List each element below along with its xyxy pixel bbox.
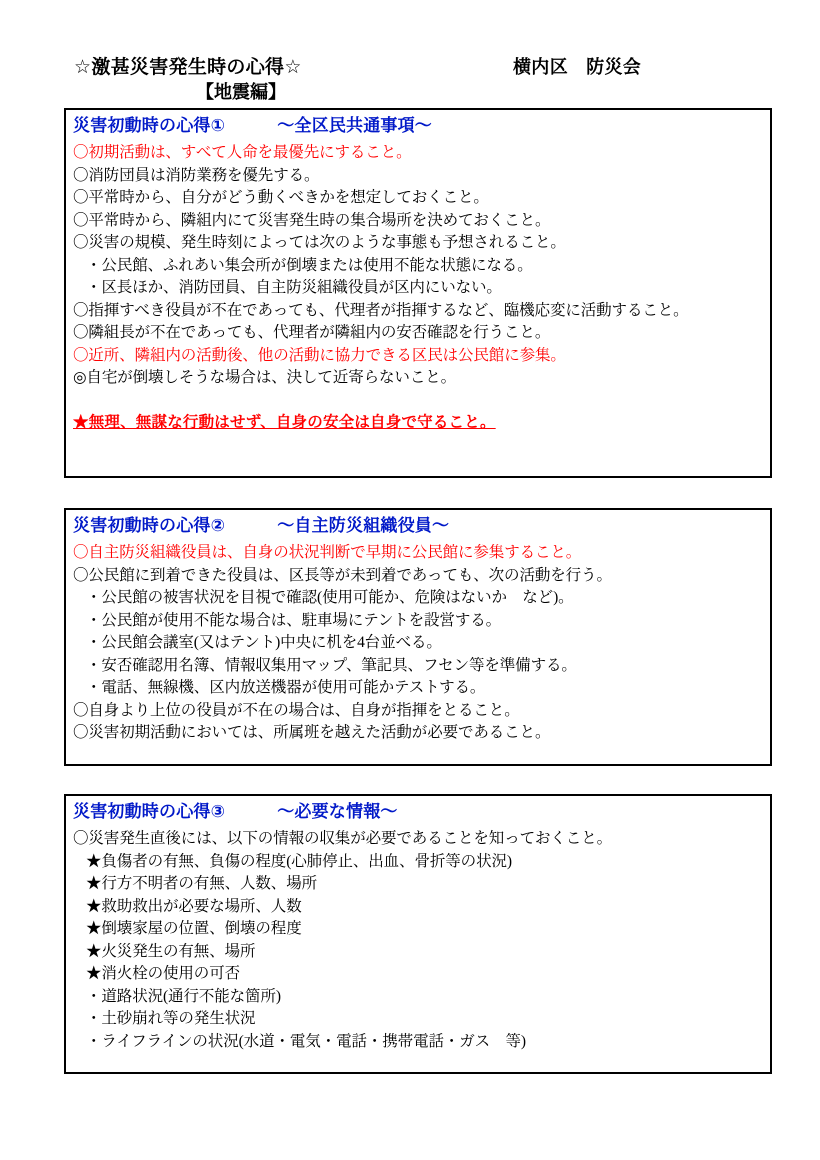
- list-item: ★火災発生の有無、場所: [86, 942, 256, 960]
- list-item: ・公民館が使用不能な場合は、駐車場にテントを設営する。: [86, 611, 502, 629]
- list-item: 〇災害初期活動においては、所属班を越えた活動が必要であること。: [73, 724, 551, 741]
- section-2-lines: [73, 542, 763, 745]
- document-title-block: [68, 52, 774, 103]
- section-2-heading-title: 災害初動時の心得②: [73, 516, 226, 536]
- title-row: [68, 52, 774, 80]
- list-item: ★行方不明者の有無、人数、場所: [86, 875, 318, 892]
- list-item: ・道路状況(通行不能な箇所): [86, 987, 281, 1005]
- section-3-heading-title: 災害初動時の心得③: [73, 802, 226, 822]
- page-subtitle: 【地震編】: [196, 82, 286, 103]
- warning-text: ★無理、無謀な行動はせず、自身の安全は自身で守ること。: [73, 413, 496, 431]
- list-item: 〇近所、隣組内の活動後、他の活動に協力できる区民は公民館に参集。: [73, 346, 566, 364]
- section-1-lines: [73, 142, 763, 434]
- list-item: ◎自宅が倒壊しそうな場合は、決して近寄らないこと。: [73, 369, 457, 386]
- list-item: ★救助救出が必要な場所、人数: [86, 897, 302, 915]
- list-item: 〇消防団員は消防業務を優先する。: [73, 166, 320, 184]
- section-3-heading-subtitle: ～必要な情報～: [277, 802, 398, 822]
- list-item: 〇初期活動は、すべて人命を最優先にすること。: [73, 144, 412, 161]
- section-2-heading-subtitle: ～自主防災組織役員～: [277, 516, 450, 536]
- section-1-warning-row: [73, 390, 763, 435]
- list-item: 〇災害発生直後には、以下の情報の収集が必要であることを知っておくこと。: [73, 830, 613, 847]
- list-item: 〇指揮すべき役員が不在であっても、代理者が指揮するなど、臨機応変に活動すること。: [73, 301, 689, 319]
- section-3-lines: [73, 828, 763, 1053]
- list-item: ・電話、無線機、区内放送機器が使用可能かテストする。: [86, 679, 486, 696]
- list-item: ・区長ほか、消防団員、自主防災組織役員が区内にいない。: [86, 279, 502, 296]
- list-item: ★消火栓の使用の可否: [86, 965, 241, 982]
- list-item: 〇隣組長が不在であっても、代理者が隣組内の安否確認を行うこと。: [73, 324, 551, 341]
- list-item: ・公民館の被害状況を目視で確認(使用可能か、危険はないか など)。: [86, 589, 574, 606]
- section-1-heading: [73, 114, 763, 139]
- list-item: ・公民館、ふれあい集会所が倒壊または使用不能な状態になる。: [86, 256, 533, 274]
- section-box-2: [64, 508, 772, 766]
- list-item: ・安否確認用名簿、情報収集用マップ、筆記具、フセン等を準備する。: [86, 656, 577, 674]
- list-item: 〇平常時から、自分がどう動くべきかを想定しておくこと。: [73, 189, 489, 206]
- section-box-3: [64, 794, 772, 1074]
- list-item: ・土砂崩れ等の発生状況: [86, 1010, 256, 1027]
- list-item: 〇平常時から、隣組内にて災害発生時の集合場所を決めておくこと。: [73, 211, 551, 229]
- section-1-heading-subtitle: ～全区民共通事項～: [277, 116, 433, 136]
- list-item: 〇公民館に到着できた役員は、区長等が未到着であっても、次の活動を行う。: [73, 566, 612, 584]
- list-item: 〇自主防災組織役員は、自身の状況判断で早期に公民館に参集すること。: [73, 544, 582, 561]
- list-item: 〇自身より上位の役員が不在の場合は、自身が指揮をとること。: [73, 701, 520, 719]
- list-item: ★負傷者の有無、負傷の程度(心肺停止、出血、骨折等の状況): [86, 852, 512, 870]
- list-item: 〇災害の規模、発生時刻によっては次のような事態も予想されること。: [73, 234, 566, 251]
- section-3-heading: [73, 800, 763, 825]
- section-1-content: [66, 110, 770, 440]
- section-1-heading-title: 災害初動時の心得①: [73, 116, 226, 136]
- list-item: ・公民館会議室(又はテント)中央に机を4台並べる。: [86, 634, 442, 651]
- page-title: ☆激甚災害発生時の心得☆: [74, 56, 302, 78]
- organization-name: 横内区 防災会: [513, 57, 642, 78]
- section-2-heading: [73, 514, 763, 539]
- section-box-1: [64, 108, 772, 478]
- section-3-content: [66, 796, 770, 1059]
- section-2-content: [66, 510, 770, 751]
- list-item: ★倒壊家屋の位置、倒壊の程度: [86, 920, 302, 937]
- list-item: ・ライフラインの状況(水道・電気・電話・携帯電話・ガス 等): [86, 1032, 526, 1050]
